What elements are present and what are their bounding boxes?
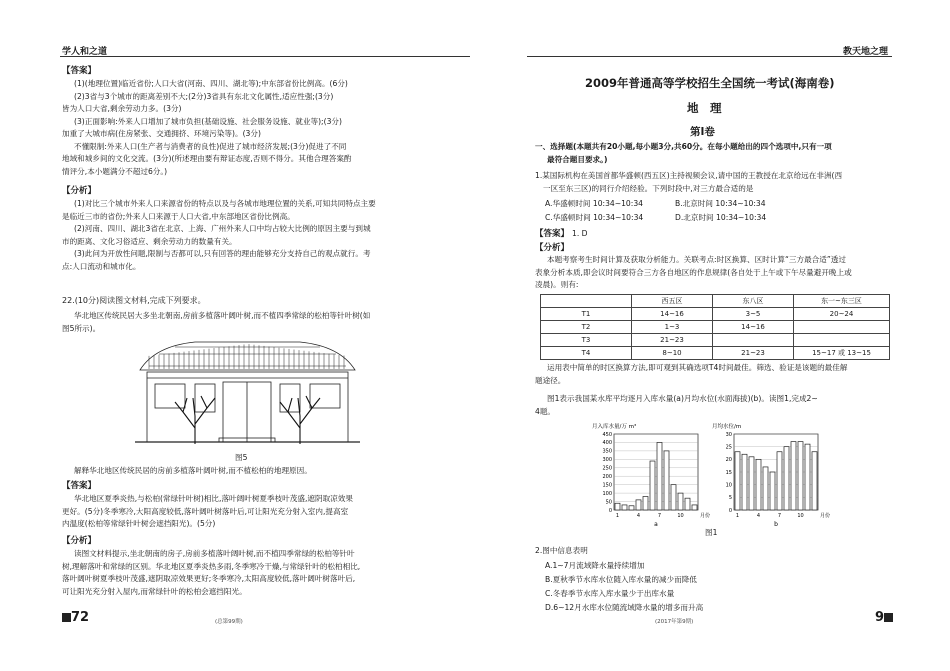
y-axis-label: 月入库水量/万 m³ [592,424,637,430]
bar [742,454,747,510]
bar [784,447,789,510]
answer1-line: 皆为人口大省,剩余劳动力多。(3分) [62,104,182,113]
bar [735,452,740,510]
left-header-rule [60,56,470,57]
q2-option-c: C.冬春季节水库入库水量少于出库水量 [545,589,675,598]
answer2-label: 【答案】 [62,481,97,491]
section-intro-line: 一、选择题(本题共有20小题,每小题3分,共60分。在每小题给出的四个选项中,只有一项 [535,142,832,151]
bar [763,467,768,510]
q22-material-line: 图5所示)。 [62,323,101,333]
table-cell: T2 [541,321,632,334]
y-tick-label: 20 [725,457,732,464]
y-tick-label: 100 [602,490,612,497]
answer2-line: 更好。(5分)冬季寒冷,大阳高度较低,落叶阔叶树落叶后,可让阳光充分射入室内,提高室 [62,506,349,516]
answer1-line: 情评分,本小题满分不超过6分。) [62,166,168,176]
table-cell: T3 [541,334,632,347]
x-tick-label: 4 [636,513,641,519]
right-header: 教天地之理 [843,47,889,57]
bar [770,472,775,510]
analysis1-line: 点:人口流动和城市化。 [62,261,141,271]
q22-question: 解释华北地区传统民居的房前多植落叶阔叶树,而不植松柏的地理原因。 [74,466,312,475]
inflow-bar-chart [590,420,710,532]
bar [685,498,690,510]
q22-material-line: 华北地区传统民居大多坐北朝南,房前多植落叶阔叶树,而不植四季常绿的松柏等针叶树(如 [74,311,371,320]
exam-title: 2009年普通高等学校招生全国统一考试(海南卷) [585,76,835,90]
subject-title: 地 理 [687,101,722,115]
table-cell [713,334,794,347]
analysis-line: 本题考察考生时间计算及获取分析能力。关联考点:时区换算、区时计算“三方最合适”透过 [547,255,846,264]
analysis2-line: 落叶阔叶树夏季枝叶茂盛,遮阴取凉效果更好;冬季寒冷,太阳高度较低,落叶阔叶树落叶后, [62,574,356,583]
bar [664,451,669,510]
figure5-house-illustration [135,338,360,450]
y-tick-label: 10 [725,482,732,489]
figure1-caption: 图1 [705,528,718,537]
table-cell: 14~16 [632,308,713,321]
table-cell: 1~3 [632,321,713,334]
y-tick-label: 5 [728,495,732,502]
bar [749,457,754,510]
bar [650,461,655,510]
table-header-cell: 东八区 [713,295,794,308]
answer1-line: 不懂限制:外来人口(生产者与消费者的良性)促进了城市经济发展;(3分)促进了不同 [74,141,347,151]
analysis1-label: 【分析】 [62,186,97,196]
table-header-cell [541,295,632,308]
analysis2-label: 【分析】 [62,536,97,546]
page-marker-icon [884,613,893,622]
table-cell: T1 [541,308,632,321]
x-tick-label: 1 [735,513,740,519]
x-tick-label: 4 [756,513,761,519]
analysis2-line: 读图文材料提示,坐北朝南的房子,房前多植落叶阔叶树,而不植四季常绿的松柏等针叶 [74,549,355,558]
table-header-row [541,295,890,308]
y-axis-label: 月均水位/m [712,424,742,430]
bar [615,503,620,510]
timezone-table [540,294,890,360]
answer1-line: (2)3省与3个城市的距离差别不大;(2分)3省具有东北文化属性,适应性强;(3分) [74,91,334,101]
answer1-line: (3)正面影响:外来人口增加了城市负担(基础设施、社会服务设施、就业等);(3分) [74,116,342,126]
table-cell [794,321,890,334]
bar [777,452,782,510]
table-header-cell: 东一~东三区 [794,295,890,308]
figure-intro [535,393,895,418]
analysis1-line: (2)河南、四川、湖北3省在北京、上海、广州外来人口中均占较大比例的原因主要与到城 [74,224,371,233]
q1-option-b: B.北京时间 10:34~10:34 [675,199,766,208]
analysis-line: 凌晨)。则有: [535,280,579,289]
y-tick-label: 250 [602,465,612,472]
answer1-line: (1)(地理位置)临近省份;人口大省(河南、四川、湖北等);中东部省份比例高。(6分) [74,79,348,88]
x-tick-label: 7 [777,513,782,519]
x-tick-label: 10 [797,513,804,519]
right-header-rule [527,56,892,57]
x-tick-label: 1 [615,513,620,519]
answer2-line: 华北地区夏季炎热,与松柏(常绿针叶树)相比,落叶阔叶树夏季枝叶茂盛,遮阴取凉效果 [74,494,353,503]
bar [791,442,796,510]
bar [756,459,761,510]
q2-option-a: A.1~7月流域降水量持续增加 [545,561,645,570]
bar [692,505,697,510]
figure-intro-line: 4题。 [535,406,556,416]
q1-stem-line: 一区至东三区)的同行介绍经验。下列时段中,对三方最合适的是 [543,183,754,193]
analysis1-line: 是临近三市的省份;外来人口来源于人口大省,中东部地区省份比例高。 [62,211,295,221]
y-tick-label: 350 [602,448,612,455]
analysis-line: 表象分析本质,即会议时间要符合三方各自地区的作息规律(各自处于上午或下午尽量避开晚上或 [535,267,852,277]
answer1-line: 加重了大城市病(住房紧张、交通拥挤、环境污染等)。(3分) [62,129,261,138]
bar [622,505,627,510]
table-cell: 20~24 [794,308,890,321]
q1-option-d: D.北京时间 10:34~10:34 [675,213,767,222]
section-intro-line: 最符合题目要求。) [547,154,608,164]
analysis2-block [62,548,472,598]
left-page-number: 72 [62,610,89,625]
q2-option-b: B.夏秋季节水库水位随入库水量的减少而降低 [545,575,697,584]
table-note-line: 题途径。 [535,375,566,385]
table-cell: 14~16 [713,321,794,334]
table-row [541,347,890,360]
table-cell: 8~10 [632,347,713,360]
bar [671,485,676,510]
bar [657,442,662,510]
y-tick-label: 50 [605,499,612,506]
y-tick-label: 450 [602,431,612,438]
y-tick-label: 15 [725,469,732,476]
analysis-label: 【分析】 [535,243,570,253]
table-note [535,362,895,387]
right-page [475,0,950,671]
q2-option-d: D.6~12月水库水位随流域降水量的增多而升高 [545,603,704,612]
y-tick-label: 200 [602,474,612,481]
figure5-caption: 图5 [235,453,248,462]
q1-option-a: A.华盛顿时间 10:34~10:34 [545,199,643,208]
bar [643,496,648,510]
chart-sublabel: a [654,521,658,528]
page-marker-icon [62,613,71,622]
bar [812,452,817,510]
x-axis-label: 月份 [820,513,830,519]
right-footer-note: (2017年第9期) [655,619,694,625]
left-footer-note: (总第99期) [215,619,243,625]
y-tick-label: 30 [725,431,732,438]
answer-value: 1. D [571,229,588,238]
bar [629,506,634,510]
right-page-number: 9 [875,610,893,625]
chart-sublabel: b [774,521,778,528]
y-tick-label: 0 [728,507,732,514]
answer2-block [62,493,472,531]
answer1-block [62,78,472,178]
table-cell: 21~23 [713,347,794,360]
y-tick-label: 0 [608,507,612,514]
y-tick-label: 25 [725,444,732,451]
table-cell: T4 [541,347,632,360]
bar [805,444,810,510]
q22-material [62,310,472,335]
table-cell: 3~5 [713,308,794,321]
x-tick-label: 7 [657,513,662,519]
table-row [541,321,890,334]
y-tick-label: 150 [602,482,612,489]
bar [798,442,803,510]
section-intro [535,141,895,166]
answer2-line: 内温度(松柏等常绿针叶树会遮挡阳光)。(5分) [62,519,216,528]
table-cell [794,334,890,347]
table-row [541,334,890,347]
table-cell: 15~17 或 13~15 [794,347,890,360]
analysis1-line: 市的距离、文化习俗适应、剩余劳动力的数量有关。 [62,236,237,246]
answer1-line: 地域和城乡间的文化交流。(3分)(所述理由要有辩证态度,否则不得分。其他合理答案酌 [62,154,352,163]
answer-label: 【答案】 1. D [535,229,588,239]
analysis2-line: 树,理解落叶和常绿的区别。华北地区夏季炎热多雨,冬季寒冷干燥,与常绿针叶的松柏相比, [62,561,361,571]
table-header-cell: 西五区 [632,295,713,308]
left-header: 学人和之道 [62,47,108,57]
table-cell: 21~23 [632,334,713,347]
analysis1-line: (1)对比三个城市外来人口来源省份的特点以及与各城市地理位置的关系,可知共同特点主要 [74,199,376,208]
bar [678,493,683,510]
table-row [541,308,890,321]
volume-title: 第Ⅰ卷 [690,126,715,138]
q1-option-c: C.华盛顿时间 10:34~10:34 [545,213,644,222]
q22-intro: 22.(10分)阅读图文材料,完成下列要求。 [62,296,206,305]
water-level-bar-chart [710,420,830,532]
q1-stem [535,170,895,195]
x-axis-label: 月份 [700,513,710,519]
table-note-line: 运用表中简单的时区换算方法,即可观到其确选项T4时间最佳。筛选、验证是该题的最佳解 [547,363,848,372]
x-tick-label: 10 [677,513,684,519]
q1-stem-line: 1.某国际机构在美国首都华盛顿(西五区)主持视频会议,请中国的王教授在北京给远在非洲(西 [535,171,843,180]
y-tick-label: 300 [602,457,612,464]
analysis-block [535,254,895,292]
answer1-label: 【答案】 [62,66,97,76]
y-tick-label: 400 [602,440,612,447]
analysis2-line: 可让阳光充分射入屋内,而常绿针叶的松柏会遮挡阳光。 [62,586,247,596]
analysis1-line: (3)此问为开放性问题,限制与否都可以,只有回答的理由能够充分支持自己的观点就行。考 [74,249,371,258]
analysis1-block [62,198,472,273]
q2-stem: 2.图中信息表明 [535,546,588,555]
bar [636,500,641,510]
figure-intro-line: 图1表示我国某水库平均逐月入库水量(a)月均水位(水面海拔)(b)。读图1,完成2~ [547,394,818,403]
